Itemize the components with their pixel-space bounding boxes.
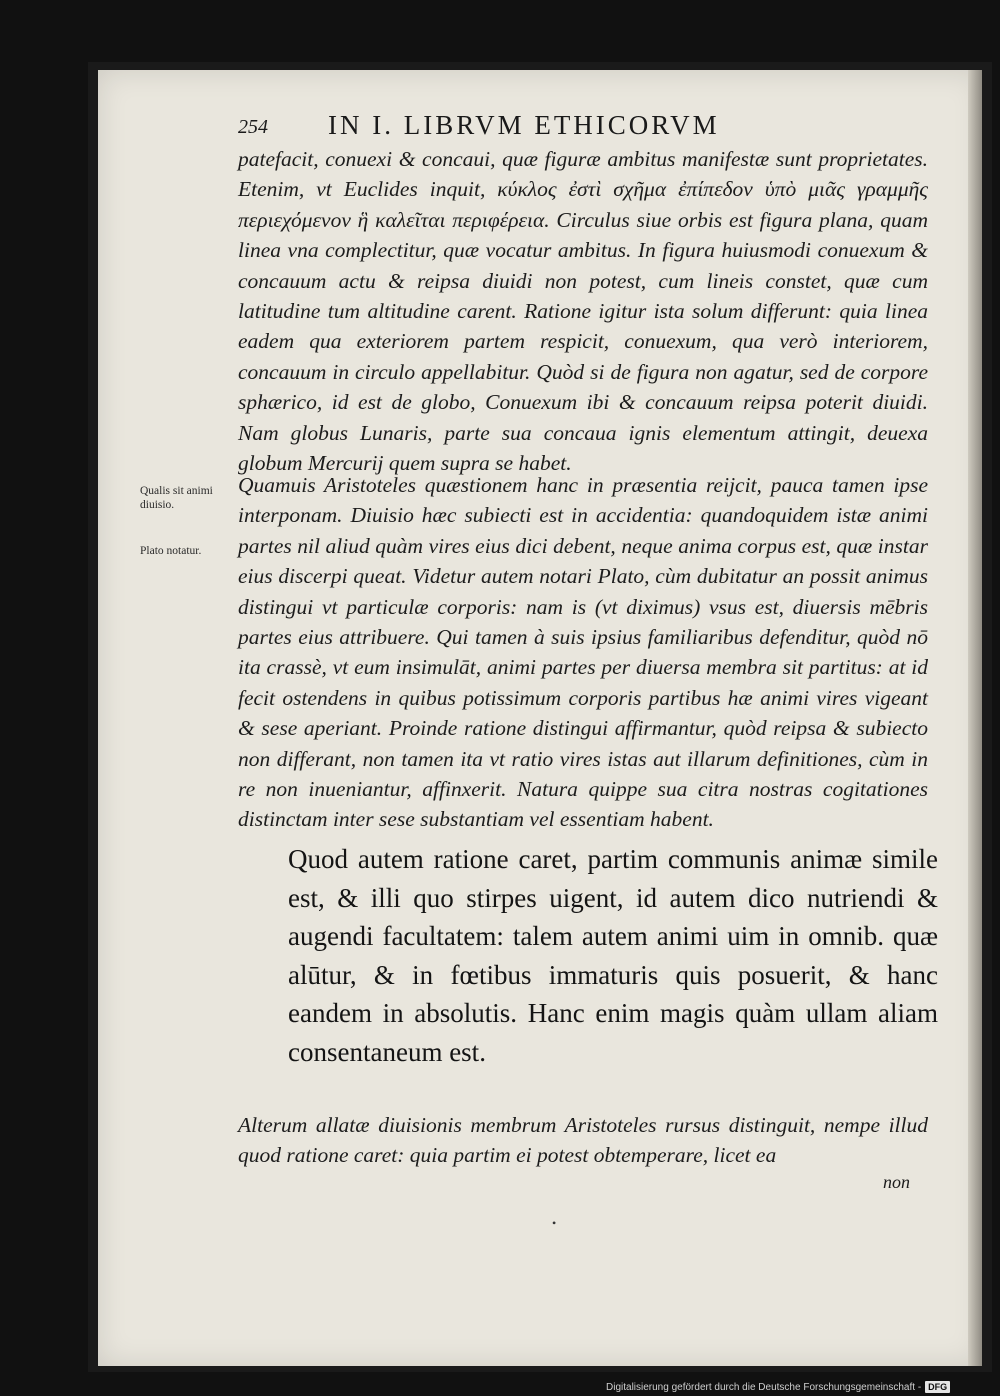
aristotle-text-passage: Quod autem ratione caret, partim communis animæ simile est, & illi quo stirpes uigent, id autem dico nutriendi & augendi facultatem: talem autem animi uim in omnib. quæ alūtur, & in fœtibus immaturis quis posuerit, & hanc eandem in absolutis. Hanc enim magis quàm ullam aliam consentaneum est. <box>288 844 938 1067</box>
page-header <box>238 110 898 144</box>
page-edge-shadow <box>968 70 982 1366</box>
commentary-paragraph-3: Alterum allatæ diuisionis membrum Aristoteles rursus distinguit, nempe illud quod ratione caret: quia partim ei potest obtemperare, licet ea <box>238 1113 928 1168</box>
book-page <box>98 70 982 1366</box>
running-title: IN I. LIBRVM ETHICORVM <box>328 110 720 140</box>
dfg-logo-icon: DFG <box>925 1381 950 1393</box>
margin-note-1: Qualis sit animi diuisio. <box>140 485 213 511</box>
digitization-footer <box>606 1380 950 1394</box>
footer-credit-text: Digitalisierung gefördert durch die Deutsche Forschungsgemeinschaft - <box>606 1381 922 1393</box>
page-number: 254 <box>238 116 268 138</box>
commentary-paragraph-2: Quamuis Aristoteles quæstionem hanc in præsentia reijcit, pauca tamen ipse interponam. Diuisio hæc subiecti est in accidentia: quandoquidem istæ animi partes nil aliud quàm vires eius dici debent, neque anima corpus est, quæ instar eius discerpi queat. Videtur autem notari Plato, cùm dubitatur an possit animus distingui vt particulæ corporis: nam is (vt diximus) vsus est, diuersis mēbris partes eius attribuere. Qui tamen à suis ipsius familiaribus defenditur, quòd nō ita crassè, vt eum insimulāt, animi partes per diuersa membra sit partitus: at id fecit ostendens in quibus potissimum corporis partibus hæ animi vires vigeant & sese aperiant. Proinde ratione distingui affirmantur, quòd reipsa & subiecto non differant, non tamen ita vt ratio vires istas aut illarum definitiones, cùm in re non inueniantur, affinxerit. Natura quippe sua citra nostras cogitationes distinctam inter sese substantiam vel essentiam habent. <box>238 473 928 832</box>
commentary-paragraph-1: patefacit, conuexi & concaui, quæ figuræ ambitus manifestæ sunt proprietates. Etenim, vt Euclides inquit, κύκλος ἐστὶ σχῆμα ἐπίπεδον ὑπὸ μιᾶς γραμμῆς περιεχόμενον ἣ καλεῖται περιφέρεια. Circulus siue orbis est figura plana, quam linea vna complectitur, quæ vocatur ambitus. In figura huiusmodi conuexum & concauum actu & reipsa diuidi non potest, cum lineis constet, quæ cum latitudine tum altitudine carent. Ratione igitur ista solum differunt: quia linea eadem qua exteriorem partem respicit, conuexum, qua verò interiorem, concauum in circulo appellabitur. Quòd si de figura non agatur, sed de corpore sphærico, id est de globo, Conuexum ibi & concauum reipsa poterit diuidi. Nam globus Lunaris, parte sua concaua ignis elementum attingit, deuexa globum Mercurij quem supra se habet. <box>238 147 928 476</box>
margin-note-2: Plato notatur. <box>140 545 202 557</box>
catchword: non <box>883 1172 910 1192</box>
signature-mark: • <box>552 1216 557 1230</box>
